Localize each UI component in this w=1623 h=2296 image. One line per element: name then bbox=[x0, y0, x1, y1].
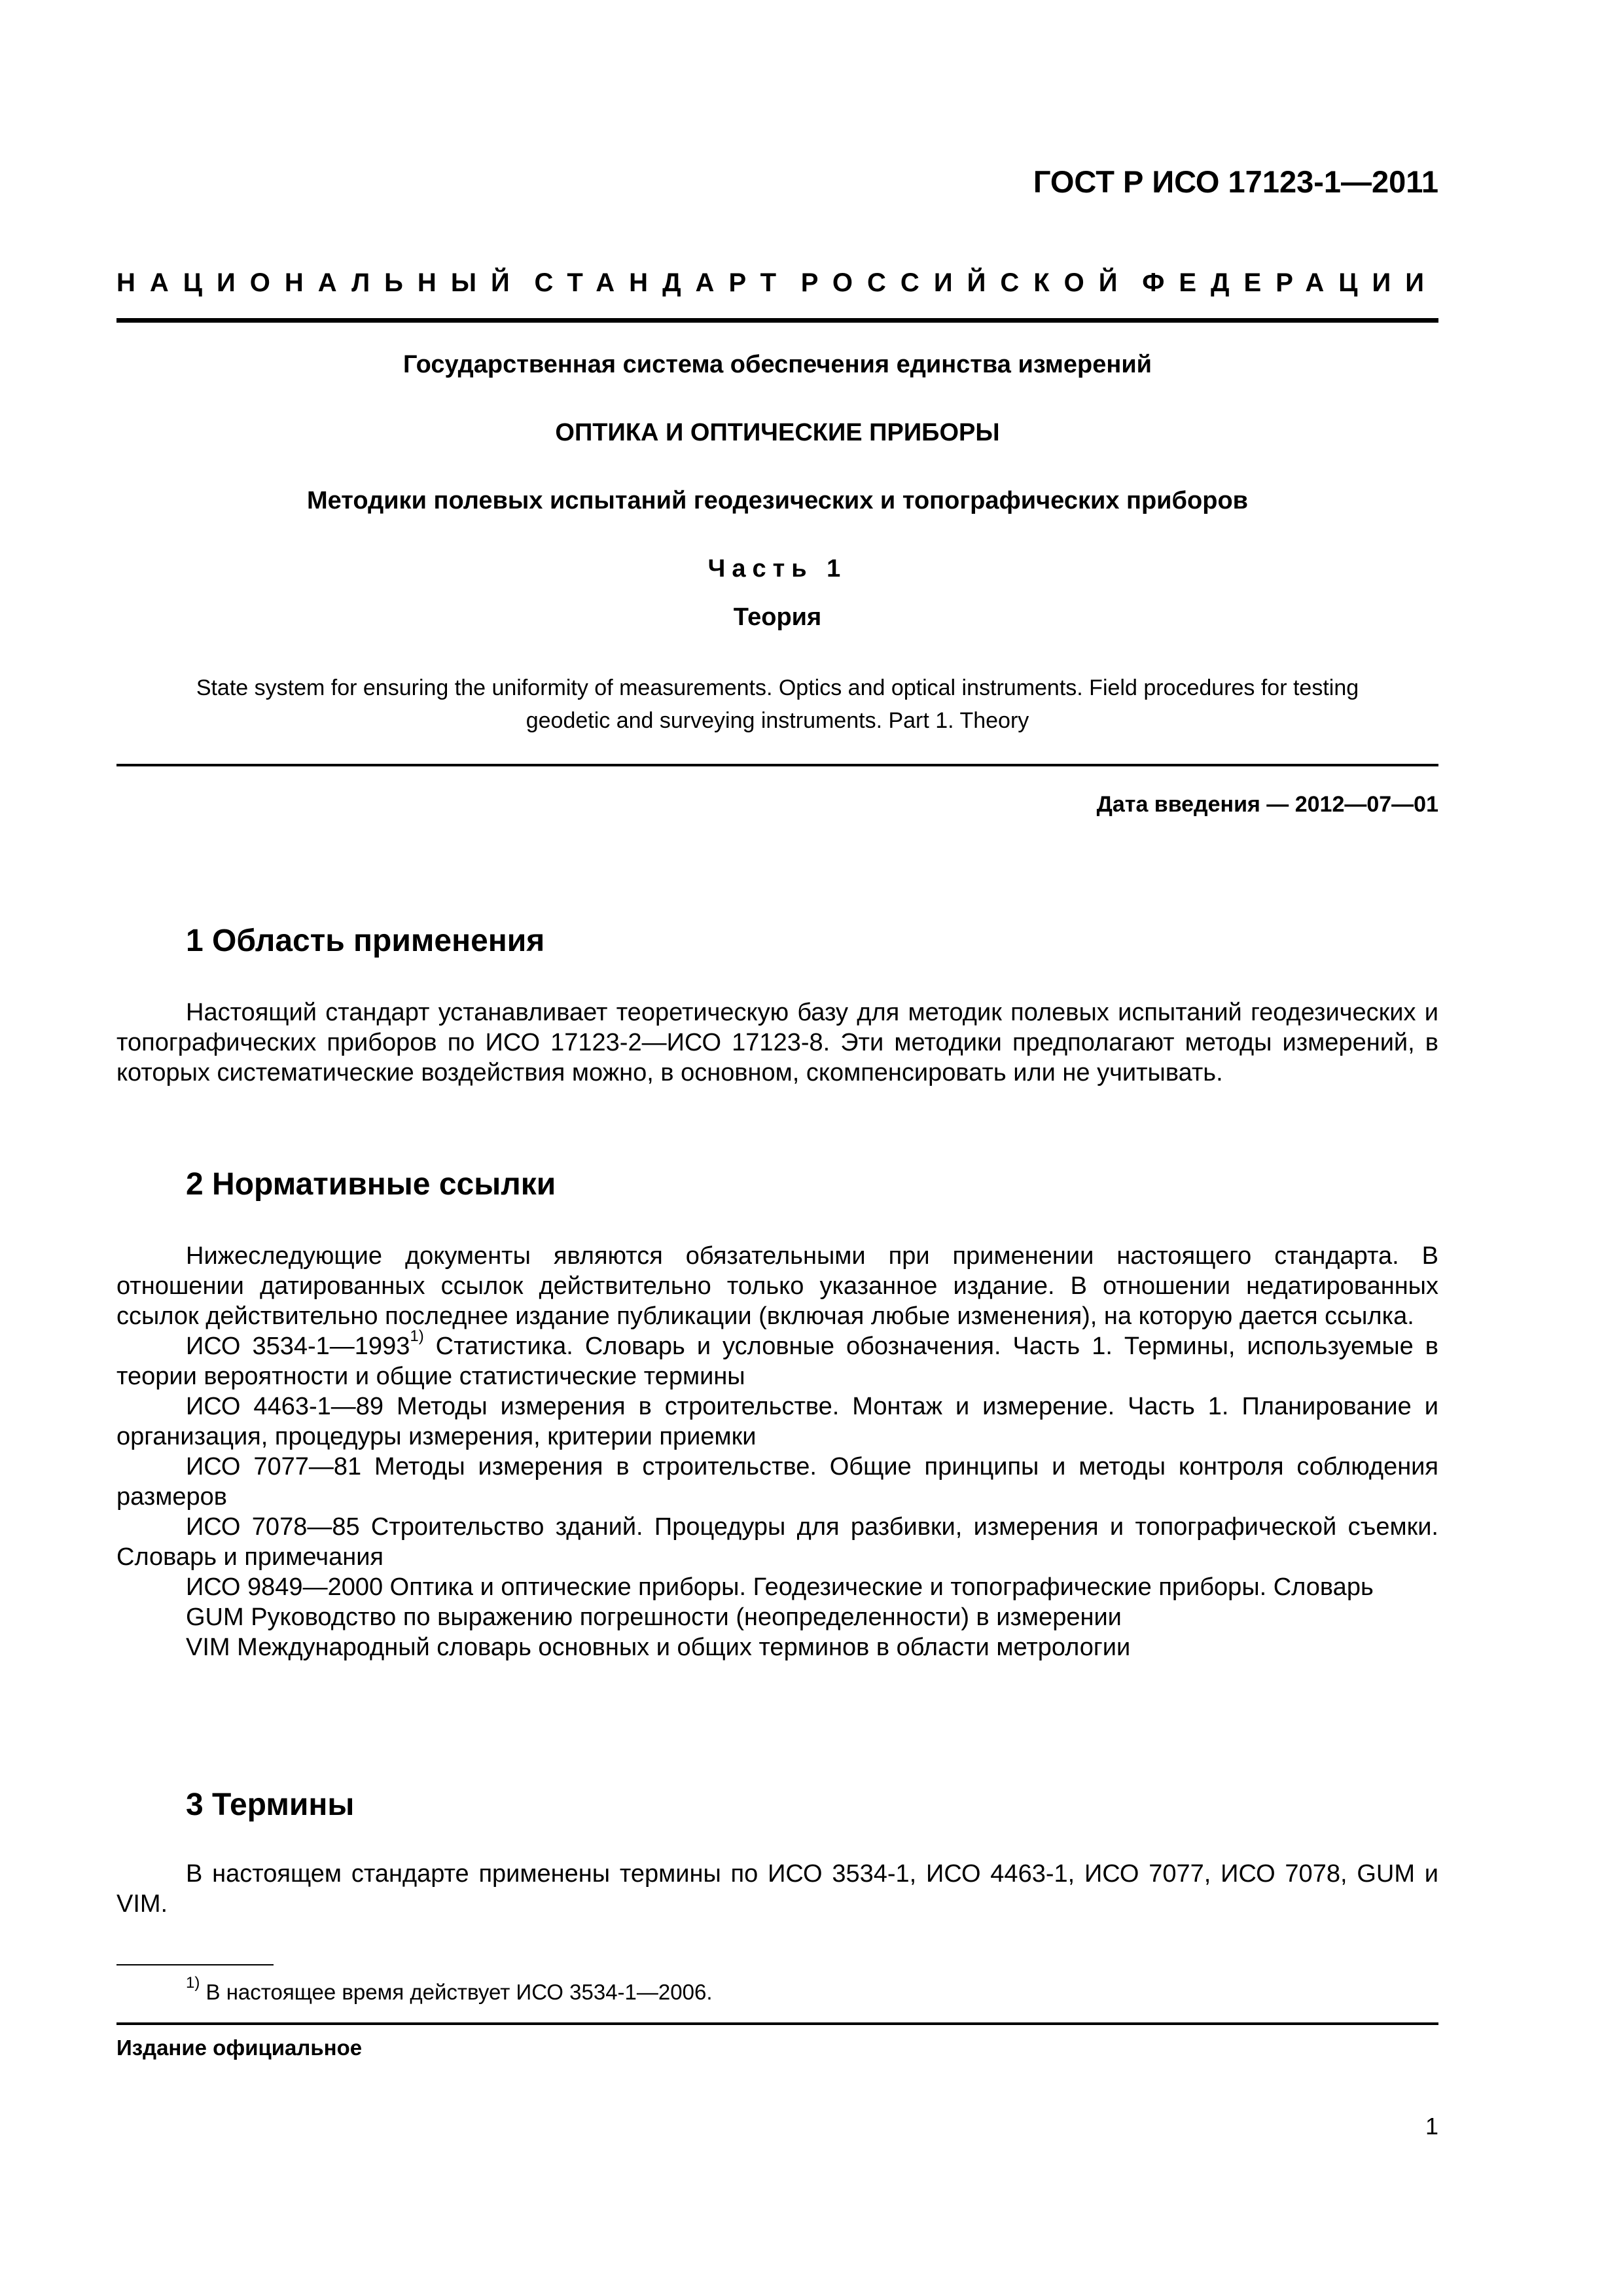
title-divider bbox=[116, 764, 1438, 766]
reference-text: Международный словарь основных и общих терминов в области метрологии bbox=[230, 1634, 1131, 1661]
section-1-text: Настоящий стандарт устанавливает теоретическую базу для методик полевых испытаний геодезических и топографических приборов по ИСО 17123-2—ИСО 17123-8. Эти методики предполагают методы измерений, в которых систематические воздействия можно, в основном, скомпенсировать или не учитывать. bbox=[116, 999, 1438, 1086]
reference-text: Статистика. Словарь и условные обозначения. Часть 1. Термины, используемые в теории вероятности и общие статистические термины bbox=[116, 1333, 1438, 1390]
reference-code: ИСО 9849—2000 bbox=[186, 1573, 383, 1601]
banner-word: РОССИЙСКОЙ bbox=[800, 268, 1132, 297]
reference-item bbox=[116, 1327, 1438, 1391]
reference-text: Руководство по выражению погрешности (неопределенности) в измерении bbox=[243, 1604, 1122, 1631]
section-3-text: В настоящем стандарте применены термины по ИСО 3534-1, ИСО 4463-1, ИСО 7077, ИСО 7078, GUM и VIM. bbox=[116, 1860, 1438, 1918]
reference-text: Методы измерения в строительстве. Монтаж и измерение. Часть 1. Планирование и организация, процедуры измерения, критерии приемки bbox=[116, 1393, 1438, 1450]
reference-text: Строительство зданий. Процедуры для разбивки, измерения и топографической съемки. Словарь и примечания bbox=[116, 1513, 1438, 1571]
banner-word: СТАНДАРТ bbox=[534, 268, 791, 297]
national-standard-banner bbox=[116, 268, 1438, 298]
introduction-date: Дата введения — 2012—07—01 bbox=[1096, 792, 1438, 817]
reference-item bbox=[116, 1452, 1438, 1512]
reference-code: ИСО 3534-1—1993 bbox=[186, 1333, 410, 1360]
section-1-body bbox=[116, 997, 1438, 1088]
reference-code: ИСО 4463-1—89 bbox=[186, 1393, 384, 1420]
system-title: Государственная система обеспечения единства измерений bbox=[402, 351, 1152, 378]
reference-code: VIM bbox=[186, 1634, 230, 1661]
reference-code: GUM bbox=[186, 1604, 244, 1631]
banner-word: ФЕДЕРАЦИИ bbox=[1142, 268, 1438, 297]
footer-divider bbox=[116, 2022, 1438, 2025]
banner-word: НАЦИОНАЛЬНЫЙ bbox=[116, 268, 524, 297]
reference-item bbox=[116, 1512, 1438, 1572]
section-3-body bbox=[116, 1859, 1438, 1919]
section-1-heading: 1 Область применения bbox=[186, 924, 545, 958]
document-page bbox=[116, 0, 1438, 2296]
reference-item bbox=[116, 1391, 1438, 1452]
footnote bbox=[186, 1974, 713, 2005]
english-title bbox=[116, 672, 1438, 737]
section-2-heading: 2 Нормативные ссылки bbox=[186, 1167, 556, 1202]
footnote-mark: 1) bbox=[410, 1327, 424, 1346]
reference-item bbox=[116, 1602, 1438, 1632]
reference-text: Оптика и оптические приборы. Геодезические и топографические приборы. Словарь bbox=[383, 1573, 1374, 1601]
page-number: 1 bbox=[1425, 2113, 1438, 2140]
subtitle: Методики полевых испытаний геодезических и топографических приборов bbox=[306, 487, 1249, 514]
reference-item bbox=[116, 1572, 1438, 1602]
section-2-body bbox=[116, 1241, 1438, 1662]
footnote-divider bbox=[116, 1964, 274, 1965]
part-title: Теория bbox=[733, 603, 822, 631]
reference-code: ИСО 7078—85 bbox=[186, 1513, 360, 1541]
standard-designation: ГОСТ Р ИСО 17123-1—2011 bbox=[1033, 164, 1438, 199]
english-title-line: geodetic and surveying instruments. Part 1. Theory bbox=[526, 708, 1029, 733]
reference-text: Методы измерения в строительстве. Общие принципы и методы контроля соблюдения размеров bbox=[116, 1453, 1438, 1511]
main-title: ОПТИКА И ОПТИЧЕСКИЕ ПРИБОРЫ bbox=[555, 419, 1000, 446]
english-title-line: State system for ensuring the uniformity of measurements. Optics and optical instruments. Field procedures for testing bbox=[196, 675, 1359, 700]
reference-code: ИСО 7077—81 bbox=[186, 1453, 362, 1480]
part-label: Часть 1 bbox=[707, 555, 847, 583]
official-edition-label: Издание официальное bbox=[116, 2036, 363, 2060]
footnote-text: В настоящее время действует ИСО 3534-1—2006. bbox=[200, 1980, 713, 2004]
reference-item bbox=[116, 1632, 1438, 1662]
section-2-intro: Нижеследующие документы являются обязательными при применении настоящего стандарта. В отношении датированных ссылок действительно только указанное издание. В отношении недатированных ссылок действительно последнее издание публикации (включая любые изменения), на которую дается ссылка. bbox=[116, 1242, 1438, 1330]
header-divider bbox=[116, 318, 1438, 323]
section-3-heading: 3 Термины bbox=[186, 1787, 355, 1822]
footnote-mark: 1) bbox=[186, 1974, 200, 1992]
